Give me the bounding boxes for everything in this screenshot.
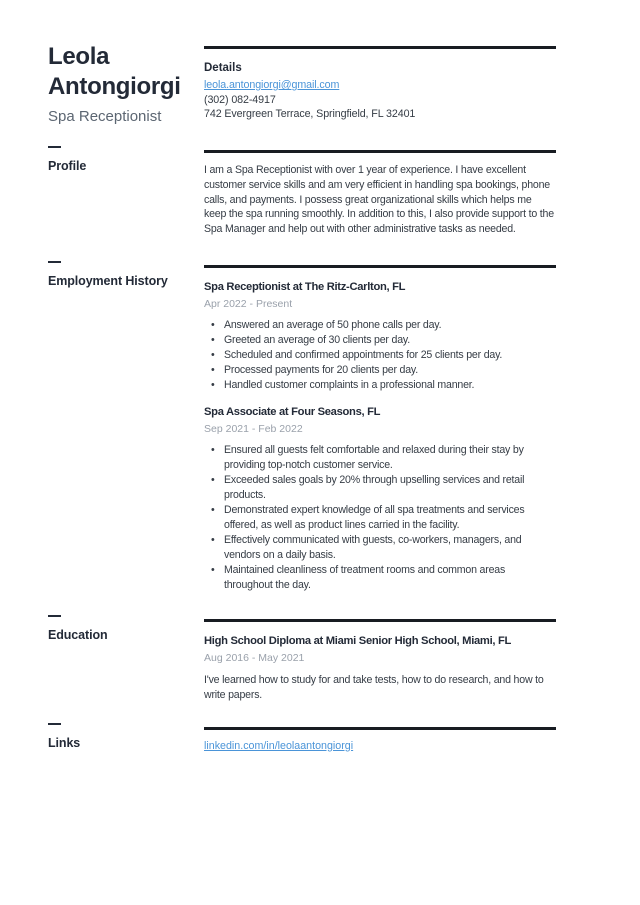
links-label-cell	[0, 723, 204, 753]
section-dash	[48, 615, 61, 617]
section-profile	[0, 146, 640, 237]
details-heading: Details	[204, 62, 242, 74]
email-link[interactable]: leola.antongiorgi@gmail.com	[204, 79, 340, 91]
candidate-job-title: Spa Receptionist	[48, 108, 162, 125]
employment-section-label: Employment History	[48, 273, 168, 288]
address: 742 Evergreen Terrace, Springfield, FL 32401	[204, 108, 416, 120]
header-left	[0, 42, 204, 126]
profile-section-label: Profile	[48, 159, 87, 173]
section-employment-history	[0, 261, 640, 593]
education-content	[204, 615, 556, 703]
links-section-label: Links	[48, 735, 81, 750]
bullet-item: • Processed payments for 20 clients per day.	[204, 363, 556, 378]
job-entry	[204, 280, 556, 393]
job-dates: Sep 2021 - Feb 2022	[204, 422, 303, 435]
bullet-item: • Scheduled and confirmed appointments for 25 clients per day.	[204, 348, 556, 363]
bullet-item: • Exceeded sales goals by 20% through upselling services and retail products.	[204, 473, 556, 503]
education-title: High School Diploma at Miami Senior High School, Miami, FL	[204, 634, 512, 647]
divider	[204, 727, 556, 730]
job-bullet-list	[204, 443, 556, 593]
profile-content	[204, 146, 556, 237]
links-content	[204, 723, 556, 753]
job-dates: Apr 2022 - Present	[204, 297, 293, 310]
education-description: I've learned how to study for and take tests, how to do research, and how to write papers.	[204, 673, 544, 701]
section-dash	[48, 146, 61, 148]
section-education	[0, 615, 640, 703]
bullet-item: • Demonstrated expert knowledge of all spa treatments and services offered, as well as product lines carried in the facility.	[204, 503, 556, 533]
section-dash	[48, 723, 61, 725]
phone-number: (302) 082-4917	[204, 93, 276, 106]
bullet-item: • Maintained cleanliness of treatment rooms and common areas throughout the day.	[204, 563, 556, 593]
header-right	[204, 42, 556, 126]
job-title: Spa Receptionist at The Ritz-Carlton, FL	[204, 280, 406, 293]
section-dash	[48, 261, 61, 263]
bullet-item: • Ensured all guests felt comfortable and relaxed during their stay by providing top-notch customer service.	[204, 443, 556, 473]
divider	[204, 265, 556, 268]
bullet-item: • Answered an average of 50 phone calls per day.	[204, 318, 556, 333]
section-links	[0, 723, 640, 753]
employment-label-cell	[0, 261, 204, 593]
divider	[204, 150, 556, 153]
divider	[204, 619, 556, 622]
job-entry	[204, 405, 556, 593]
header	[0, 42, 640, 126]
linkedin-row	[204, 739, 556, 753]
linkedin-link[interactable]: linkedin.com/in/leolaantongiorgi	[204, 739, 354, 752]
details-block	[204, 62, 556, 122]
job-bullet-list	[204, 318, 556, 393]
profile-label-cell	[0, 146, 204, 237]
job-title: Spa Associate at Four Seasons, FL	[204, 405, 381, 418]
education-label-cell	[0, 615, 204, 703]
education-section-label: Education	[48, 627, 108, 642]
bullet-item: • Handled customer complaints in a professional manner.	[204, 378, 556, 393]
employment-content	[204, 261, 556, 593]
divider	[204, 46, 556, 49]
bullet-item: • Greeted an average of 30 clients per day.	[204, 333, 556, 348]
profile-text: I am a Spa Receptionist with over 1 year of experience. I have excellent customer service skills and am very efficient in handling spa bookings, phone calls, and payments. I possess great organizational skills which helps me keep the spa running smoothly. In addition to this, I also provide support to the Spa Manager and help out with other administrative tasks as needed.	[204, 164, 554, 236]
bullet-item: • Effectively communicated with guests, co-workers, managers, and vendors on a daily basis.	[204, 533, 556, 563]
candidate-name: Leola Antongiorgi	[48, 43, 181, 100]
education-dates: Aug 2016 - May 2021	[204, 651, 305, 664]
email-row	[204, 78, 556, 93]
education-entry	[204, 634, 556, 703]
